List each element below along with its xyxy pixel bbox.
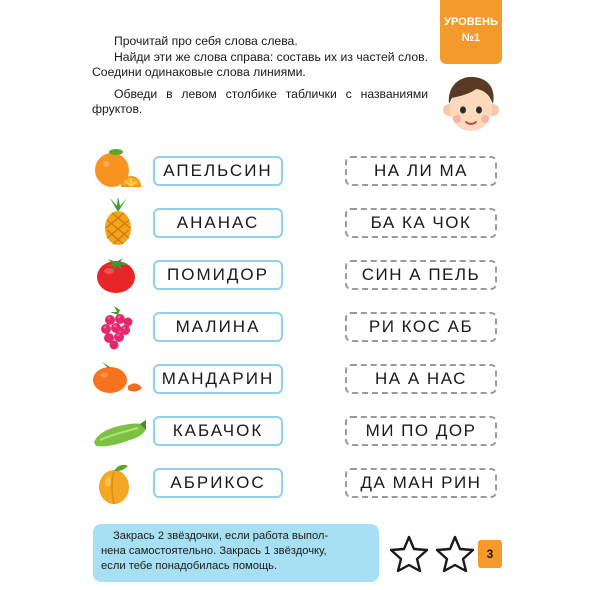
apricot-icon — [90, 458, 146, 508]
instruction-3: Обведи в левом столбике таблички с названиями фруктов. — [92, 86, 428, 116]
level-badge — [440, 0, 502, 64]
instructions — [92, 34, 428, 118]
note-line: если тебе понадобилась помощь. — [101, 560, 278, 572]
syllable-box[interactable]: РИ КОС АБ — [345, 312, 497, 342]
syllable-box[interactable]: НА А НАС — [345, 364, 497, 394]
word-box[interactable]: АБРИКОС — [153, 468, 283, 498]
syllable-box[interactable]: МИ ПО ДОР — [345, 416, 497, 446]
word-box[interactable]: МАНДАРИН — [153, 364, 283, 394]
word-row — [0, 198, 590, 248]
self-assessment-note — [93, 524, 379, 582]
star-icon[interactable] — [434, 534, 476, 574]
syllable-box[interactable]: БА КА ЧОК — [345, 208, 497, 238]
word-row — [0, 458, 590, 508]
word-row — [0, 406, 590, 456]
word-row — [0, 354, 590, 404]
word-box[interactable]: МАЛИНА — [153, 312, 283, 342]
syllable-box[interactable]: НА ЛИ МА — [345, 156, 497, 186]
word-row — [0, 250, 590, 300]
tangerine-icon — [90, 354, 146, 404]
syllable-box[interactable]: ДА МАН РИН — [345, 468, 497, 498]
word-row — [0, 146, 590, 196]
pineapple-icon — [90, 198, 146, 248]
word-box[interactable]: АПЕЛЬСИН — [153, 156, 283, 186]
level-label: УРОВЕНЬ — [444, 16, 498, 28]
page-number: 3 — [478, 540, 502, 568]
word-box[interactable]: КАБАЧОК — [153, 416, 283, 446]
level-number: №1 — [461, 32, 481, 44]
orange-icon — [90, 146, 146, 196]
tomato-icon — [90, 250, 146, 300]
word-box[interactable]: ПОМИДОР — [153, 260, 283, 290]
word-box[interactable]: АНАНАС — [153, 208, 283, 238]
zucchini-icon — [90, 406, 146, 456]
raspberry-icon — [90, 302, 146, 352]
boy-face-icon — [440, 72, 502, 136]
word-row — [0, 302, 590, 352]
syllable-box[interactable]: СИН А ПЕЛЬ — [345, 260, 497, 290]
star-icon[interactable] — [388, 534, 430, 574]
instruction-1: Прочитай про себя слова слева. — [114, 34, 298, 48]
note-line: Закрась 2 звёздочки, если работа выпол- — [113, 530, 329, 542]
note-line: нена самостоятельно. Закрась 1 звёздочку, — [101, 545, 327, 557]
instruction-2: Найди эти же слова справа: составь их из частей слов. Соедини одинаковые слова линиями. — [92, 49, 428, 79]
